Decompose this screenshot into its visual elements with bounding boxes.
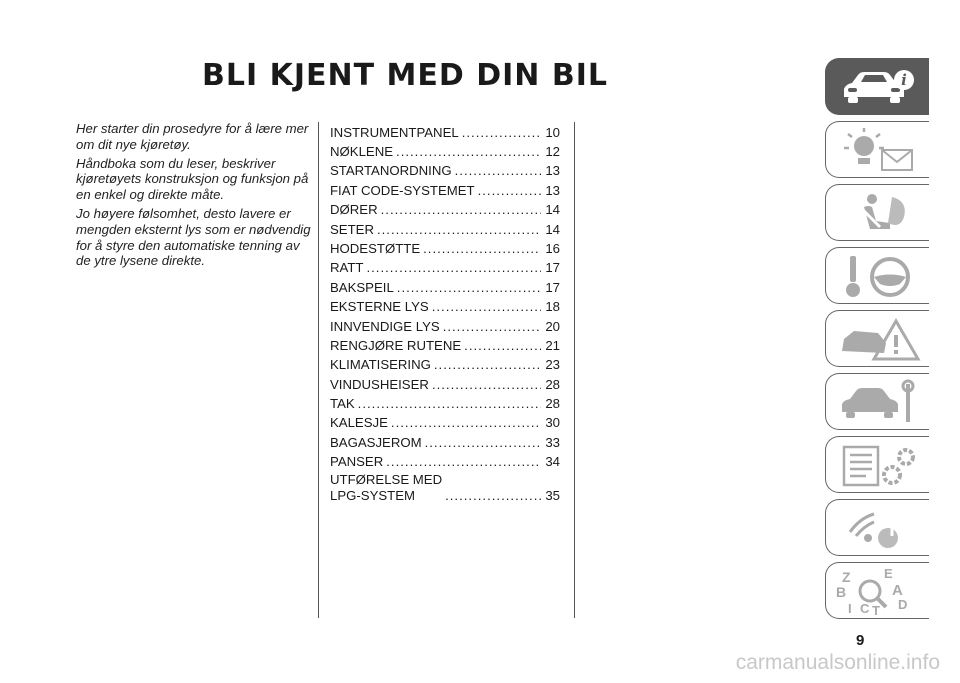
key-steering-wheel-icon — [834, 252, 926, 302]
toc-entry[interactable] — [330, 218, 560, 237]
toc-entry-label: BAGASJEROM — [330, 434, 422, 450]
alphabetical-index-icon — [834, 567, 926, 617]
page-title: BLI KJENT MED DIN BIL — [202, 58, 608, 93]
toc-leader-dots — [462, 125, 541, 141]
toc-entry-label: TAK — [330, 396, 355, 412]
toc-entry[interactable] — [330, 334, 560, 353]
toc-entry-page: 33 — [545, 434, 560, 450]
index-letter-i: I — [848, 601, 852, 616]
toc-entry-page: 23 — [545, 357, 560, 373]
toc-entry-page: 17 — [545, 260, 560, 276]
index-letter-e: E — [884, 567, 893, 581]
toc-entry-page: 28 — [545, 376, 560, 392]
tab-starting-driving[interactable] — [825, 247, 929, 304]
toc-entry-label: EKSTERNE LYS — [330, 299, 429, 315]
toc-leader-dots — [396, 144, 541, 160]
tab-maintenance[interactable] — [825, 373, 929, 430]
toc-entry[interactable] — [330, 257, 560, 276]
toc-entry-page: 14 — [545, 202, 560, 218]
tab-safety[interactable] — [825, 184, 929, 241]
toc-entry[interactable] — [330, 373, 560, 392]
toc-entry-page: 14 — [545, 221, 560, 237]
tab-multimedia[interactable] — [825, 499, 929, 556]
toc-leader-dots — [423, 241, 541, 257]
toc-leader-dots — [381, 202, 541, 218]
toc-entry[interactable] — [330, 354, 560, 373]
toc-leader-dots — [377, 222, 541, 238]
toc-entry-page: 16 — [545, 240, 560, 256]
car-info-icon — [834, 63, 926, 113]
toc-entry-label: KLIMATISERING — [330, 357, 431, 373]
toc-entry[interactable] — [330, 431, 560, 450]
toc-entry-page: 10 — [545, 124, 560, 140]
toc-entry-page: 18 — [545, 299, 560, 315]
tab-index[interactable] — [825, 562, 929, 619]
chapter-tabs — [825, 58, 929, 625]
toc-entry[interactable] — [330, 392, 560, 411]
toc-entry[interactable] — [330, 412, 560, 431]
index-letter-c: C — [860, 601, 870, 616]
toc-leader-dots — [358, 396, 541, 412]
index-letter-t: T — [872, 603, 880, 617]
toc-entry[interactable] — [330, 160, 560, 179]
toc-leader-dots — [478, 183, 541, 199]
toc-entry-label: UTFØRELSE MED LPG-SYSTEM — [330, 472, 443, 504]
toc-entry-page: 12 — [545, 143, 560, 159]
toc-entry[interactable] — [330, 140, 560, 159]
toc-entry-page: 21 — [545, 337, 560, 353]
toc-entry-page: 13 — [545, 163, 560, 179]
toc-entry-label: RENGJØRE RUTENE — [330, 337, 462, 353]
toc-leader-dots — [432, 299, 541, 315]
toc-entry-label: FIAT CODE-SYSTEMET — [330, 182, 475, 198]
toc-leader-dots — [391, 415, 541, 431]
toc-entry[interactable] — [330, 199, 560, 218]
toc-leader-dots — [397, 280, 541, 296]
toc-entry-label: DØRER — [330, 202, 378, 218]
toc-entry-page: 20 — [545, 318, 560, 334]
watermark: carmanualsonline.info — [735, 651, 940, 674]
toc-entry-label: BAKSPEIL — [330, 279, 394, 295]
tab-emergency[interactable] — [825, 310, 929, 367]
toc-entry-label: INNVENDIGE LYS — [330, 318, 440, 334]
intro-paragraph-1: Her starter din prosedyre for å lære mer om dit nye kjøretøy. — [76, 121, 309, 152]
toc-entry-page: 28 — [545, 396, 560, 412]
seatbelt-airbag-icon — [834, 189, 926, 239]
warning-light-message-icon — [834, 126, 926, 176]
toc-entry[interactable] — [330, 296, 560, 315]
toc-leader-dots — [386, 454, 541, 470]
toc-entry-label: PANSER — [330, 454, 384, 470]
index-letter-a: A — [892, 582, 903, 599]
intro-paragraph-3: Jo høyere følsomhet, desto lavere er mengden eksternt lys som er nødvendig for å styre den automatiske tenning av de ytre lysene direkte. — [76, 205, 311, 269]
toc-entry-page: 13 — [545, 182, 560, 198]
toc-entry[interactable] — [330, 179, 560, 198]
toc-entry-page: 35 — [545, 488, 560, 504]
index-letter-d: D — [898, 597, 908, 612]
toc-entry[interactable] — [330, 470, 560, 504]
toc-entry-label: RATT — [330, 260, 364, 276]
toc-entry-label: VINDUSHEISER — [330, 376, 429, 392]
tab-warning-lights[interactable] — [825, 121, 929, 178]
toc-leader-dots — [432, 377, 541, 393]
page-number: 9 — [856, 632, 865, 649]
table-of-contents — [330, 121, 560, 504]
left-column-divider — [318, 122, 319, 618]
toc-entry-label: HODESTØTTE — [330, 240, 421, 256]
toc-entry[interactable] — [330, 276, 560, 295]
toc-entry[interactable] — [330, 451, 560, 470]
toc-entry-label: INSTRUMENTPANEL — [330, 124, 459, 140]
car-maintenance-icon — [834, 378, 926, 428]
index-letter-z: Z — [842, 569, 851, 585]
multimedia-icon — [834, 504, 926, 554]
toc-entry-label: SETER — [330, 221, 374, 237]
intro-paragraph-2: Håndboka som du leser, beskriver kjøretøyets konstruksjon og funksjon på en enkel og direkte måte. — [76, 155, 309, 203]
specifications-gear-icon — [834, 441, 926, 491]
toc-entry-page: 17 — [545, 279, 560, 295]
toc-entry-page: 34 — [545, 454, 560, 470]
toc-leader-dots — [443, 319, 541, 335]
index-letter-b: B — [836, 584, 847, 600]
toc-entry-page: 30 — [545, 415, 560, 431]
right-column-divider — [574, 122, 575, 618]
toc-leader-dots — [455, 163, 541, 179]
toc-entry[interactable] — [330, 237, 560, 256]
toc-entry-label: NØKLENE — [330, 143, 394, 159]
intro-text — [76, 121, 314, 272]
toc-leader-dots — [464, 338, 541, 354]
tab-specifications[interactable] — [825, 436, 929, 493]
tab-car-info[interactable] — [825, 58, 929, 115]
toc-entry-label: STARTANORDNING — [330, 163, 452, 179]
toc-leader-dots — [434, 357, 541, 373]
toc-leader-dots — [425, 435, 541, 451]
toc-entry[interactable] — [330, 315, 560, 334]
toc-entry-label: KALESJE — [330, 415, 388, 431]
toc-leader-dots — [366, 260, 541, 276]
toc-leader-dots — [445, 488, 541, 504]
car-emergency-icon — [834, 315, 926, 365]
svg-text:i: i — [901, 71, 907, 89]
toc-entry[interactable] — [330, 121, 560, 140]
